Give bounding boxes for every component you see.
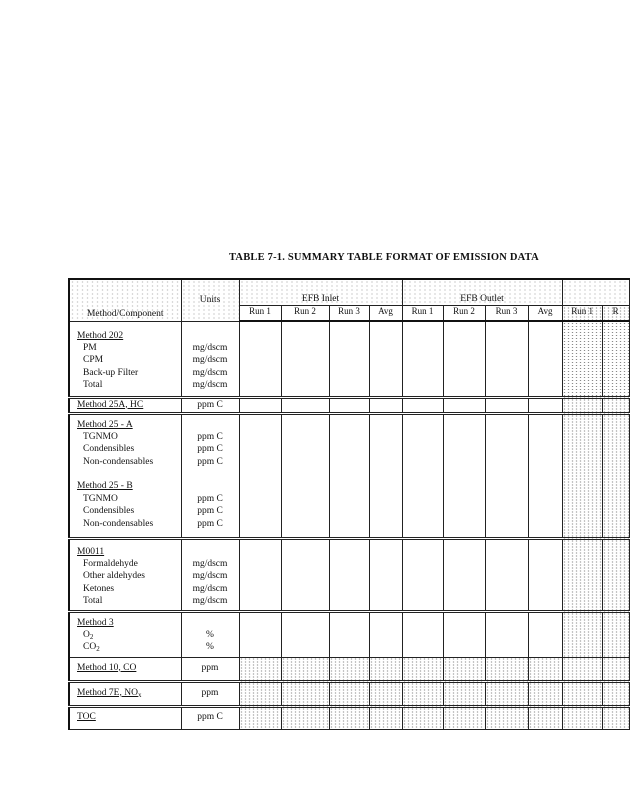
- unit-value: ppm C: [197, 444, 223, 455]
- section-heading: M0011: [77, 546, 105, 557]
- table-row-method-3: [69, 611, 629, 657]
- data-cell: [402, 681, 443, 706]
- data-cell: [443, 413, 485, 538]
- data-cell: [281, 321, 329, 397]
- data-cell: [528, 657, 562, 681]
- data-cell: [602, 397, 629, 413]
- data-cell: [528, 538, 562, 611]
- section-heading: TOC: [77, 711, 96, 722]
- header-group-outlet: EFB Outlet: [402, 279, 562, 306]
- unit-value: ppm C: [197, 431, 223, 442]
- section-heading: Method 7E, NO: [77, 687, 138, 698]
- table-row-method-25: [69, 413, 629, 538]
- unit-value: ppm C: [181, 706, 239, 729]
- unit-value: mg/dscm: [192, 596, 228, 607]
- component-name: Non-condensables: [83, 518, 154, 529]
- data-cell: [329, 657, 369, 681]
- data-cell: [329, 321, 369, 397]
- component-cell: [69, 397, 181, 413]
- data-cell: [402, 706, 443, 729]
- header-outlet-avg: Avg: [528, 306, 562, 322]
- data-cell: [562, 657, 602, 681]
- data-cell: [443, 657, 485, 681]
- data-cell: [329, 706, 369, 729]
- data-cell: [329, 413, 369, 538]
- component-cell: [69, 413, 181, 538]
- component-subscript: 2: [96, 645, 100, 654]
- data-cell: [528, 413, 562, 538]
- header-outlet-run: Run 1: [402, 306, 443, 322]
- table-row-m0011: [69, 538, 629, 611]
- unit-value: ppm C: [181, 397, 239, 413]
- data-cell: [528, 706, 562, 729]
- table-row-toc: [69, 706, 629, 729]
- header-inlet-run: Run 2: [281, 306, 329, 322]
- table-row-method-25a: [69, 397, 629, 413]
- data-cell: [562, 611, 602, 657]
- unit-value: %: [206, 642, 214, 653]
- unit-value: mg/dscm: [192, 571, 228, 582]
- data-cell: [485, 706, 528, 729]
- unit-value: ppm: [181, 681, 239, 706]
- component-name: PM: [83, 342, 97, 353]
- data-cell: [369, 611, 402, 657]
- header-extra-run: R: [602, 306, 629, 322]
- component-name: CPM: [83, 355, 104, 366]
- data-cell: [402, 538, 443, 611]
- unit-value: mg/dscm: [192, 583, 228, 594]
- component-name: Total: [83, 596, 103, 607]
- component-cell: [69, 657, 181, 681]
- unit-value: ppm C: [197, 456, 223, 467]
- unit-cell: [181, 413, 239, 538]
- component-name: TGNMO: [83, 431, 118, 442]
- component-cell: [69, 706, 181, 729]
- data-cell: [562, 397, 602, 413]
- data-cell: [443, 611, 485, 657]
- header-inlet-run: Run 3: [329, 306, 369, 322]
- component-name: Total: [83, 380, 103, 391]
- data-cell: [329, 681, 369, 706]
- data-cell: [369, 397, 402, 413]
- data-cell: [239, 706, 281, 729]
- data-cell: [239, 611, 281, 657]
- component-name: TGNMO: [83, 493, 118, 504]
- data-cell: [602, 611, 629, 657]
- data-cell: [402, 611, 443, 657]
- data-cell: [281, 706, 329, 729]
- unit-value: mg/dscm: [192, 342, 228, 353]
- component-name: CO: [83, 642, 97, 653]
- data-cell: [239, 538, 281, 611]
- data-cell: [369, 681, 402, 706]
- table-row-method-10: [69, 657, 629, 681]
- data-cell: [369, 706, 402, 729]
- data-cell: [602, 657, 629, 681]
- data-cell: [562, 321, 602, 397]
- data-cell: [443, 706, 485, 729]
- data-cell: [528, 397, 562, 413]
- unit-cell: [181, 611, 239, 657]
- data-cell: [602, 681, 629, 706]
- data-cell: [239, 397, 281, 413]
- header-units: Units: [181, 279, 239, 321]
- data-cell: [602, 413, 629, 538]
- data-cell: [369, 657, 402, 681]
- data-cell: [562, 681, 602, 706]
- data-cell: [281, 397, 329, 413]
- header-group-inlet: EFB Inlet: [239, 279, 402, 306]
- section-heading: Method 25 - A: [77, 419, 133, 430]
- component-name: Non-condensables: [83, 456, 154, 467]
- data-cell: [528, 321, 562, 397]
- header-outlet-run: Run 2: [443, 306, 485, 322]
- data-cell: [485, 321, 528, 397]
- header-inlet-avg: Avg: [369, 306, 402, 322]
- component-name: Condensibles: [83, 506, 135, 517]
- component-cell: [69, 321, 181, 397]
- table-row-method-7e: [69, 681, 629, 706]
- component-name: Condensibles: [83, 444, 135, 455]
- unit-cell: [181, 321, 239, 397]
- data-cell: [402, 397, 443, 413]
- data-cell: [239, 413, 281, 538]
- data-cell: [485, 538, 528, 611]
- header-inlet-run: Run 1: [239, 306, 281, 322]
- header-extra-run: Run 1: [562, 306, 602, 322]
- component-cell: [69, 611, 181, 657]
- data-cell: [528, 681, 562, 706]
- unit-value: mg/dscm: [192, 380, 228, 391]
- unit-cell: [181, 538, 239, 611]
- data-cell: [329, 611, 369, 657]
- header-group-extra: [562, 279, 629, 306]
- emission-summary-table: [68, 278, 630, 730]
- data-cell: [329, 538, 369, 611]
- component-name: Other aldehydes: [83, 571, 145, 582]
- data-cell: [239, 681, 281, 706]
- data-cell: [281, 657, 329, 681]
- data-cell: [369, 321, 402, 397]
- data-cell: [369, 538, 402, 611]
- data-cell: [402, 413, 443, 538]
- data-cell: [369, 413, 402, 538]
- data-cell: [485, 413, 528, 538]
- table-title: TABLE 7-1. SUMMARY TABLE FORMAT OF EMISSION DATA: [229, 252, 539, 263]
- data-cell: [443, 397, 485, 413]
- data-cell: [602, 706, 629, 729]
- component-name: Formaldehyde: [83, 558, 138, 569]
- data-cell: [402, 657, 443, 681]
- component-name: Back-up Filter: [83, 367, 139, 378]
- data-cell: [602, 538, 629, 611]
- component-name: Ketones: [83, 583, 115, 594]
- data-cell: [562, 706, 602, 729]
- data-cell: [239, 657, 281, 681]
- data-cell: [562, 413, 602, 538]
- data-cell: [443, 681, 485, 706]
- data-cell: [443, 321, 485, 397]
- section-heading: Method 25 - B: [77, 481, 133, 492]
- data-cell: [602, 321, 629, 397]
- section-heading: Method 202: [77, 330, 124, 341]
- data-cell: [402, 321, 443, 397]
- unit-value: %: [206, 629, 214, 640]
- data-cell: [443, 538, 485, 611]
- header-outlet-run: Run 3: [485, 306, 528, 322]
- data-cell: [562, 538, 602, 611]
- data-cell: [485, 397, 528, 413]
- header-method-component: Method/Component: [69, 279, 181, 321]
- data-cell: [329, 397, 369, 413]
- data-cell: [485, 657, 528, 681]
- unit-value: ppm C: [197, 518, 223, 529]
- table-row-method-202: [69, 321, 629, 397]
- component-subscript: 2: [89, 632, 94, 641]
- unit-value: mg/dscm: [192, 355, 228, 366]
- component-cell: [69, 681, 181, 706]
- unit-value: ppm C: [197, 506, 223, 517]
- unit-value: mg/dscm: [192, 367, 228, 378]
- data-cell: [528, 611, 562, 657]
- data-cell: [239, 321, 281, 397]
- section-heading: Method 10, CO: [77, 662, 137, 673]
- unit-value: mg/dscm: [192, 558, 228, 569]
- unit-value: ppm: [181, 657, 239, 681]
- data-cell: [281, 611, 329, 657]
- section-heading: Method 3: [77, 617, 114, 628]
- section-heading-subscript: x: [137, 690, 142, 699]
- unit-value: ppm C: [197, 493, 223, 504]
- data-cell: [485, 611, 528, 657]
- data-cell: [281, 681, 329, 706]
- component-name: O: [83, 629, 90, 640]
- section-heading: Method 25A, HC: [77, 399, 144, 410]
- data-cell: [281, 413, 329, 538]
- data-cell: [485, 681, 528, 706]
- data-cell: [281, 538, 329, 611]
- emission-summary-table-wrapper: [68, 278, 619, 722]
- component-cell: [69, 538, 181, 611]
